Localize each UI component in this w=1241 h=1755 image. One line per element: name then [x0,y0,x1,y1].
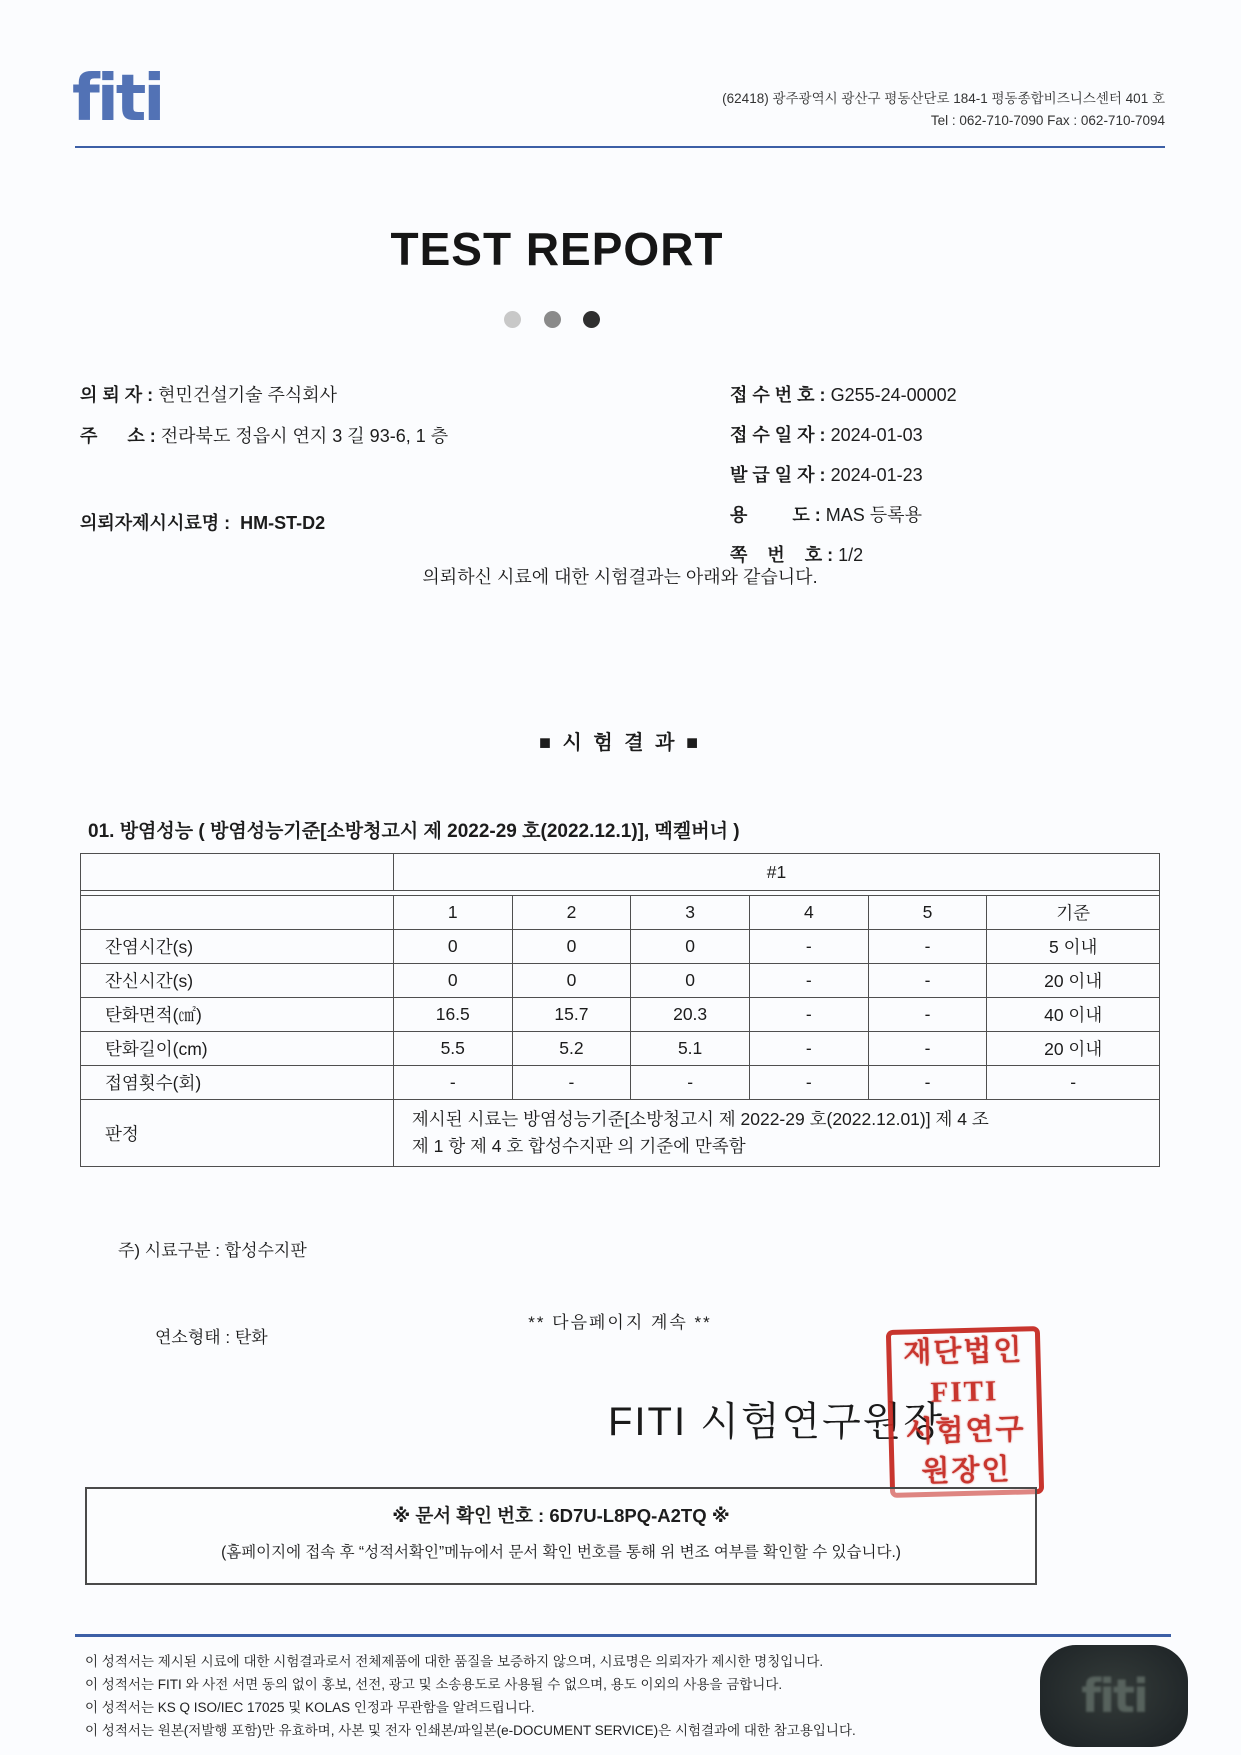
cell: - [749,964,868,998]
verdict-row [81,1100,1160,1167]
footnote-burn-type: 연소형태 : 탄화 [155,1328,268,1347]
receipt-date-label: 접 수 일 자 : [730,425,826,445]
row-label: 탄화면적(㎠) [81,998,394,1032]
disclaimer-line: 이 성적서는 원본(저발행 포함)만 유효하며, 사본 및 전자 인쇄본/파일본(e-DOCUMENT SERVICE)은 시험결과에 대한 참고용입니다. [85,1723,856,1738]
report-meta [730,381,957,581]
disclaimer-line: 이 성적서는 FITI 와 사전 서면 동의 없이 홍보, 선전, 광고 및 소송용도로 사용될 수 없으며, 용도 이외의 사용을 금합니다. [85,1677,783,1692]
cell: - [393,1066,512,1100]
dot-mid-icon [544,311,561,328]
table-footnotes [118,1178,307,1410]
issue-date-value: 2024-01-23 [825,465,923,485]
table-corner-cell [81,854,394,891]
cell: 0 [393,930,512,964]
col-header: 1 [393,896,512,930]
cell: - [868,1066,987,1100]
client-value: 현민건설기술 주식회사 [153,385,338,405]
dot-light-icon [504,311,521,328]
cell: - [749,930,868,964]
client-address-label: 주 소 : [80,426,156,446]
receipt-no-value: G255-24-00002 [825,385,957,405]
cell: 0 [512,964,631,998]
table-row [81,1032,1160,1066]
cell: - [749,1032,868,1066]
client-address-value: 전라북도 정읍시 연지 3 길 93-6, 1 층 [155,426,449,446]
cell: 5.2 [512,1032,631,1066]
limit-cell: 5 이내 [987,930,1160,964]
col-header: 3 [631,896,750,930]
cell: - [749,998,868,1032]
row-label: 탄화길이(cm) [81,1032,394,1066]
verdict-line1: 제시된 시료는 방염성능기준[소방청고시 제 2022-29 호(2022.12.01)] 제 4 조 [411,1109,989,1129]
limit-cell: 20 이내 [987,1032,1160,1066]
cell: 20.3 [631,998,750,1032]
header-empty-cell [81,896,394,930]
row-label: 접염횟수(회) [81,1066,394,1100]
red-seal-stamp-icon [886,1326,1044,1498]
limit-cell: - [987,1066,1160,1100]
seal-line: 원장인 [921,1453,1012,1488]
cell: 16.5 [393,998,512,1032]
header-divider [75,146,1165,148]
footnote-sample-type: 주) 시료구분 : 합성수지판 [118,1241,307,1260]
table-row [81,1066,1160,1100]
doc-verification-box [85,1487,1037,1585]
receipt-no-row [730,381,957,407]
row-label: 잔염시간(s) [81,930,394,964]
receipt-date-row [730,421,957,447]
cell: - [868,964,987,998]
section-heading: ■ 시 험 결 과 ■ [538,732,702,754]
disclaimer-line: 이 성적서는 KS Q ISO/IEC 17025 및 KOLAS 인정과 무관함을 알려드립니다. [85,1700,535,1715]
cell: 15.7 [512,998,631,1032]
table-row [81,930,1160,964]
usage-label: 용 도 : [730,505,821,525]
sample-name-row [80,509,325,535]
issue-date-row [730,461,957,487]
header-address [722,88,1165,132]
sample-name-label: 의뢰자제시시료명 : [80,513,231,533]
cell: 0 [631,964,750,998]
disclaimer-line: 이 성적서는 제시된 시료에 대한 시험결과로서 전체제품에 대한 품질을 보증하지 않으며, 시료명은 의뢰자가 제시한 명칭입니다. [85,1654,824,1669]
report-title: TEST REPORT [390,223,724,275]
cell: - [868,930,987,964]
limit-cell: 40 이내 [987,998,1160,1032]
page-no-value: 1/2 [833,545,864,565]
col-header: 5 [868,896,987,930]
receipt-no-label: 접 수 번 호 : [730,385,826,405]
doc-check-instruction: (홈페이지에 접속 후 “성적서확인”메뉴에서 문서 확인 번호를 통해 위 변조 여부를 확인할 수 있습니다.) [221,1544,901,1561]
client-info [80,381,448,463]
footer-disclaimers [85,1650,1075,1742]
address-line2: Tel : 062-710-7090 Fax : 062-710-7094 [930,113,1165,128]
cell: 0 [512,930,631,964]
continue-note: ** 다음페이지 계속 ** [528,1313,712,1332]
page-no-label: 쪽 번 호 : [730,545,834,565]
issue-date-label: 발 급 일 자 : [730,465,826,485]
decorative-dots [0,311,1104,333]
cell: 0 [631,930,750,964]
results-table [80,853,1160,1167]
group-header-cell: #1 [393,854,1159,891]
col-header: 4 [749,896,868,930]
col-header-limit: 기준 [987,896,1160,930]
cell: 5.5 [393,1032,512,1066]
fiti-embossed-stamp-icon [1040,1645,1188,1747]
cell: - [512,1066,631,1100]
fiti-logo: fiti [72,62,163,136]
seal-line: 재단법인 [903,1334,1024,1370]
doc-check-number: ※ 문서 확인 번호 : 6D7U-L8PQ-A2TQ ※ [392,1505,730,1526]
row-label: 잔신시간(s) [81,964,394,998]
client-label: 의 뢰 자 : [80,385,154,405]
stamp-text: fiti [1081,1669,1147,1723]
receipt-date-value: 2024-01-03 [825,425,923,445]
cell: - [631,1066,750,1100]
client-row [80,381,448,407]
col-header: 2 [512,896,631,930]
dot-dark-icon [583,311,600,328]
footer-divider [75,1634,1171,1637]
cell: - [868,1032,987,1066]
usage-value: MAS 등록용 [820,505,922,525]
cell: 0 [393,964,512,998]
intro-text: 의뢰하신 시료에 대한 시험결과는 아래와 같습니다. [422,567,818,587]
verdict-line2: 제 1 항 제 4 호 합성수지판 의 기준에 만족함 [411,1136,746,1157]
cell: 5.1 [631,1032,750,1066]
director-signature: FITI 시험연구원장 [608,1400,945,1444]
cell: - [749,1066,868,1100]
limit-cell: 20 이내 [987,964,1160,998]
table-row [81,964,1160,998]
seal-line: FITI [930,1374,999,1409]
cell: - [868,998,987,1032]
table-header-row [81,896,1160,930]
sample-name-value: HM-ST-D2 [230,513,326,533]
verdict-text [393,1100,1159,1167]
table-group-row [81,854,1160,891]
seal-line: 시험연구 [905,1413,1026,1449]
test-item-title: 01. 방염성능 ( 방염성능기준[소방청고시 제 2022-29 호(2022.12.1)], 멕켈버너 ) [88,821,740,842]
table-row [81,998,1160,1032]
usage-row [730,501,957,527]
address-line1: (62418) 광주광역시 광산구 평동산단로 184-1 평동종합비즈니스센터 401 호 [722,91,1165,106]
verdict-label: 판정 [81,1100,394,1167]
client-address-row [80,422,448,448]
